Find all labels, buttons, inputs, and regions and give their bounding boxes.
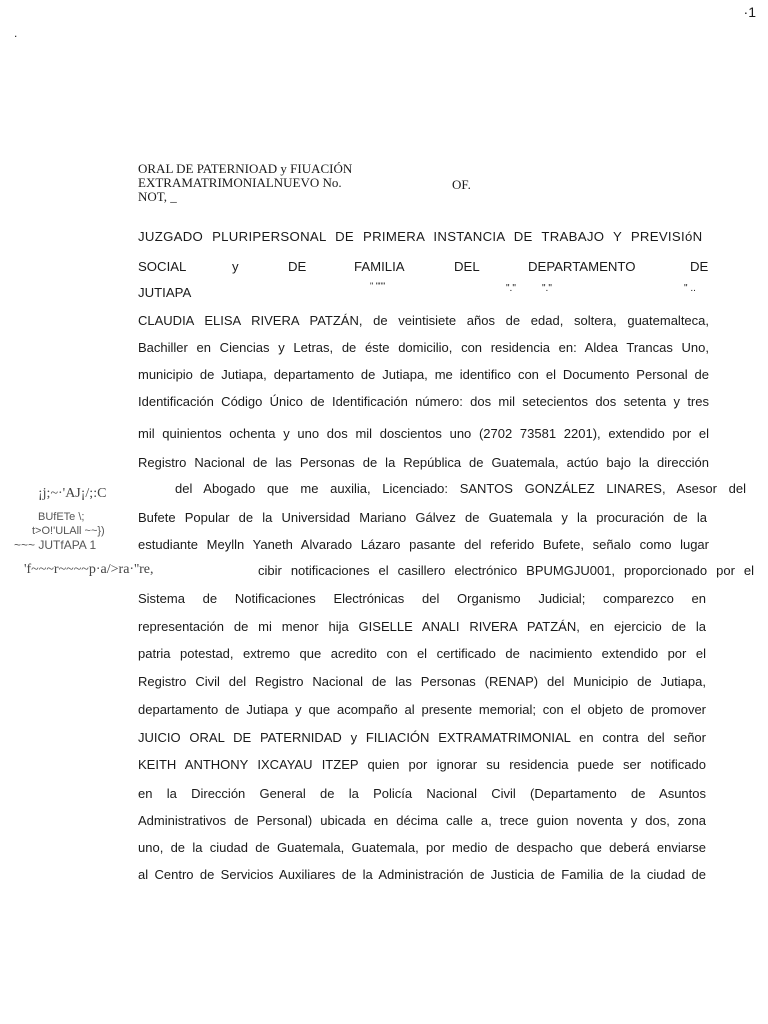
body-line: Administrativos de Personal) ubicada en décima calle a, trece guion noventa y dos, zona: [138, 813, 706, 828]
stray-marks: ".": [542, 283, 552, 294]
of-label: OF.: [452, 177, 471, 192]
body-line: representación de mi menor hija GISELLE ANALI RIVERA PATZÁN, en ejercicio de la: [138, 619, 706, 634]
corner-mark: .: [14, 26, 18, 40]
page-number: ·1: [743, 4, 756, 20]
case-heading-line1: ORAL DE PATERNIOAD y FIUACIÓN: [138, 161, 353, 176]
stamp-line: ~~~ JUTfAPA 1: [14, 538, 97, 552]
court-word: FAMILIA: [354, 259, 405, 274]
body-line: del Abogado que me auxilia, Licenciado: SANTOS GONZÁLEZ LINARES, Asesor del: [175, 481, 746, 496]
body-line: patria potestad, extremo que acredito con el certificado de nacimiento extendido por el: [138, 646, 706, 661]
body-line: Registro Civil del Registro Nacional de las Personas (RENAP) del Municipio de Jutiapa,: [138, 674, 706, 689]
case-heading-line2: EXTRAMATRIMONIALNUEVO No.: [138, 175, 342, 190]
case-heading-line3: NOT, _: [138, 189, 177, 204]
stray-marks: ".": [506, 283, 516, 294]
court-word: JUTIAPA: [138, 285, 192, 300]
body-line: estudiante Meylln Yaneth Alvarado Lázaro pasante del referido Bufete, señalo como lugar: [138, 537, 709, 552]
body-line: departamento de Jutiapa y que acompaño al presente memorial; con el objeto de promover: [138, 702, 706, 717]
body-line: en la Dirección General de la Policía Nacional Civil (Departamento de Asuntos: [138, 786, 706, 801]
stray-marks: " ..: [684, 283, 696, 294]
body-line: JUICIO ORAL DE PATERNIDAD y FILIACIÓN EXTRAMATRIMONIAL en contra del señor: [138, 730, 706, 745]
stray-marks: " """: [370, 281, 386, 291]
stamp-line: t>O!'ULAll ~~}): [32, 525, 105, 537]
body-line: Registro Nacional de las Personas de la República de Guatemala, actúo bajo la dirección: [138, 455, 709, 470]
body-line: Sistema de Notificaciones Electrónicas del Organismo Judicial; comparezco en: [138, 591, 706, 606]
body-line: municipio de Jutiapa, departamento de Jutiapa, me identifico con el Documento Personal de: [138, 367, 709, 382]
case-heading: [138, 162, 352, 204]
body-line: CLAUDIA ELISA RIVERA PATZÁN, de veintisiete años de edad, soltera, guatemalteca,: [138, 313, 709, 328]
body-line: Bufete Popular de la Universidad Mariano Gálvez de Guatemala y la procuración de la: [138, 510, 707, 525]
body-line: uno, de la ciudad de Guatemala, Guatemala, por medio de despacho que deberá enviarse: [138, 840, 706, 855]
body-line: Identificación Código Único de Identificación número: dos mil setecientos dos setenta y tres: [138, 394, 709, 409]
court-name-line1: JUZGADO PLURIPERSONAL DE PRIMERA INSTANCIA DE TRABAJO Y PREVISIóN: [138, 229, 703, 244]
court-word: DEPARTAMENTO: [528, 259, 636, 274]
body-line: al Centro de Servicios Auxiliares de la Administración de Justicia de Familia de la ciudad de: [138, 867, 706, 882]
court-word: y: [232, 259, 239, 274]
stamp-line: ¡j;~·'AJ¡/;:C: [38, 486, 107, 501]
body-line: mil quinientos ochenta y uno dos mil doscientos uno (2702 73581 2201), extendido por el: [138, 426, 709, 441]
body-line: Bachiller en Ciencias y Letras, de éste domicilio, con residencia en: Aldea Trancas Uno,: [138, 340, 709, 355]
court-name-line2: [138, 259, 710, 275]
court-word: DEL: [454, 259, 480, 274]
body-line: KEITH ANTHONY IXCAYAU ITZEP quien por ignorar su residencia puede ser notificado: [138, 757, 706, 772]
body-line: cibir notificaciones el casillero electrónico BPUMGJU001, proporcionado por el: [258, 563, 754, 578]
stamp-line: BUfETe \;: [38, 511, 85, 523]
court-word: DE: [288, 259, 307, 274]
court-word: SOCIAL: [138, 259, 187, 274]
stamp-line: 'f~~~r~~~~p·a/>ra·''re,: [24, 562, 154, 577]
court-word: DE: [690, 259, 709, 274]
